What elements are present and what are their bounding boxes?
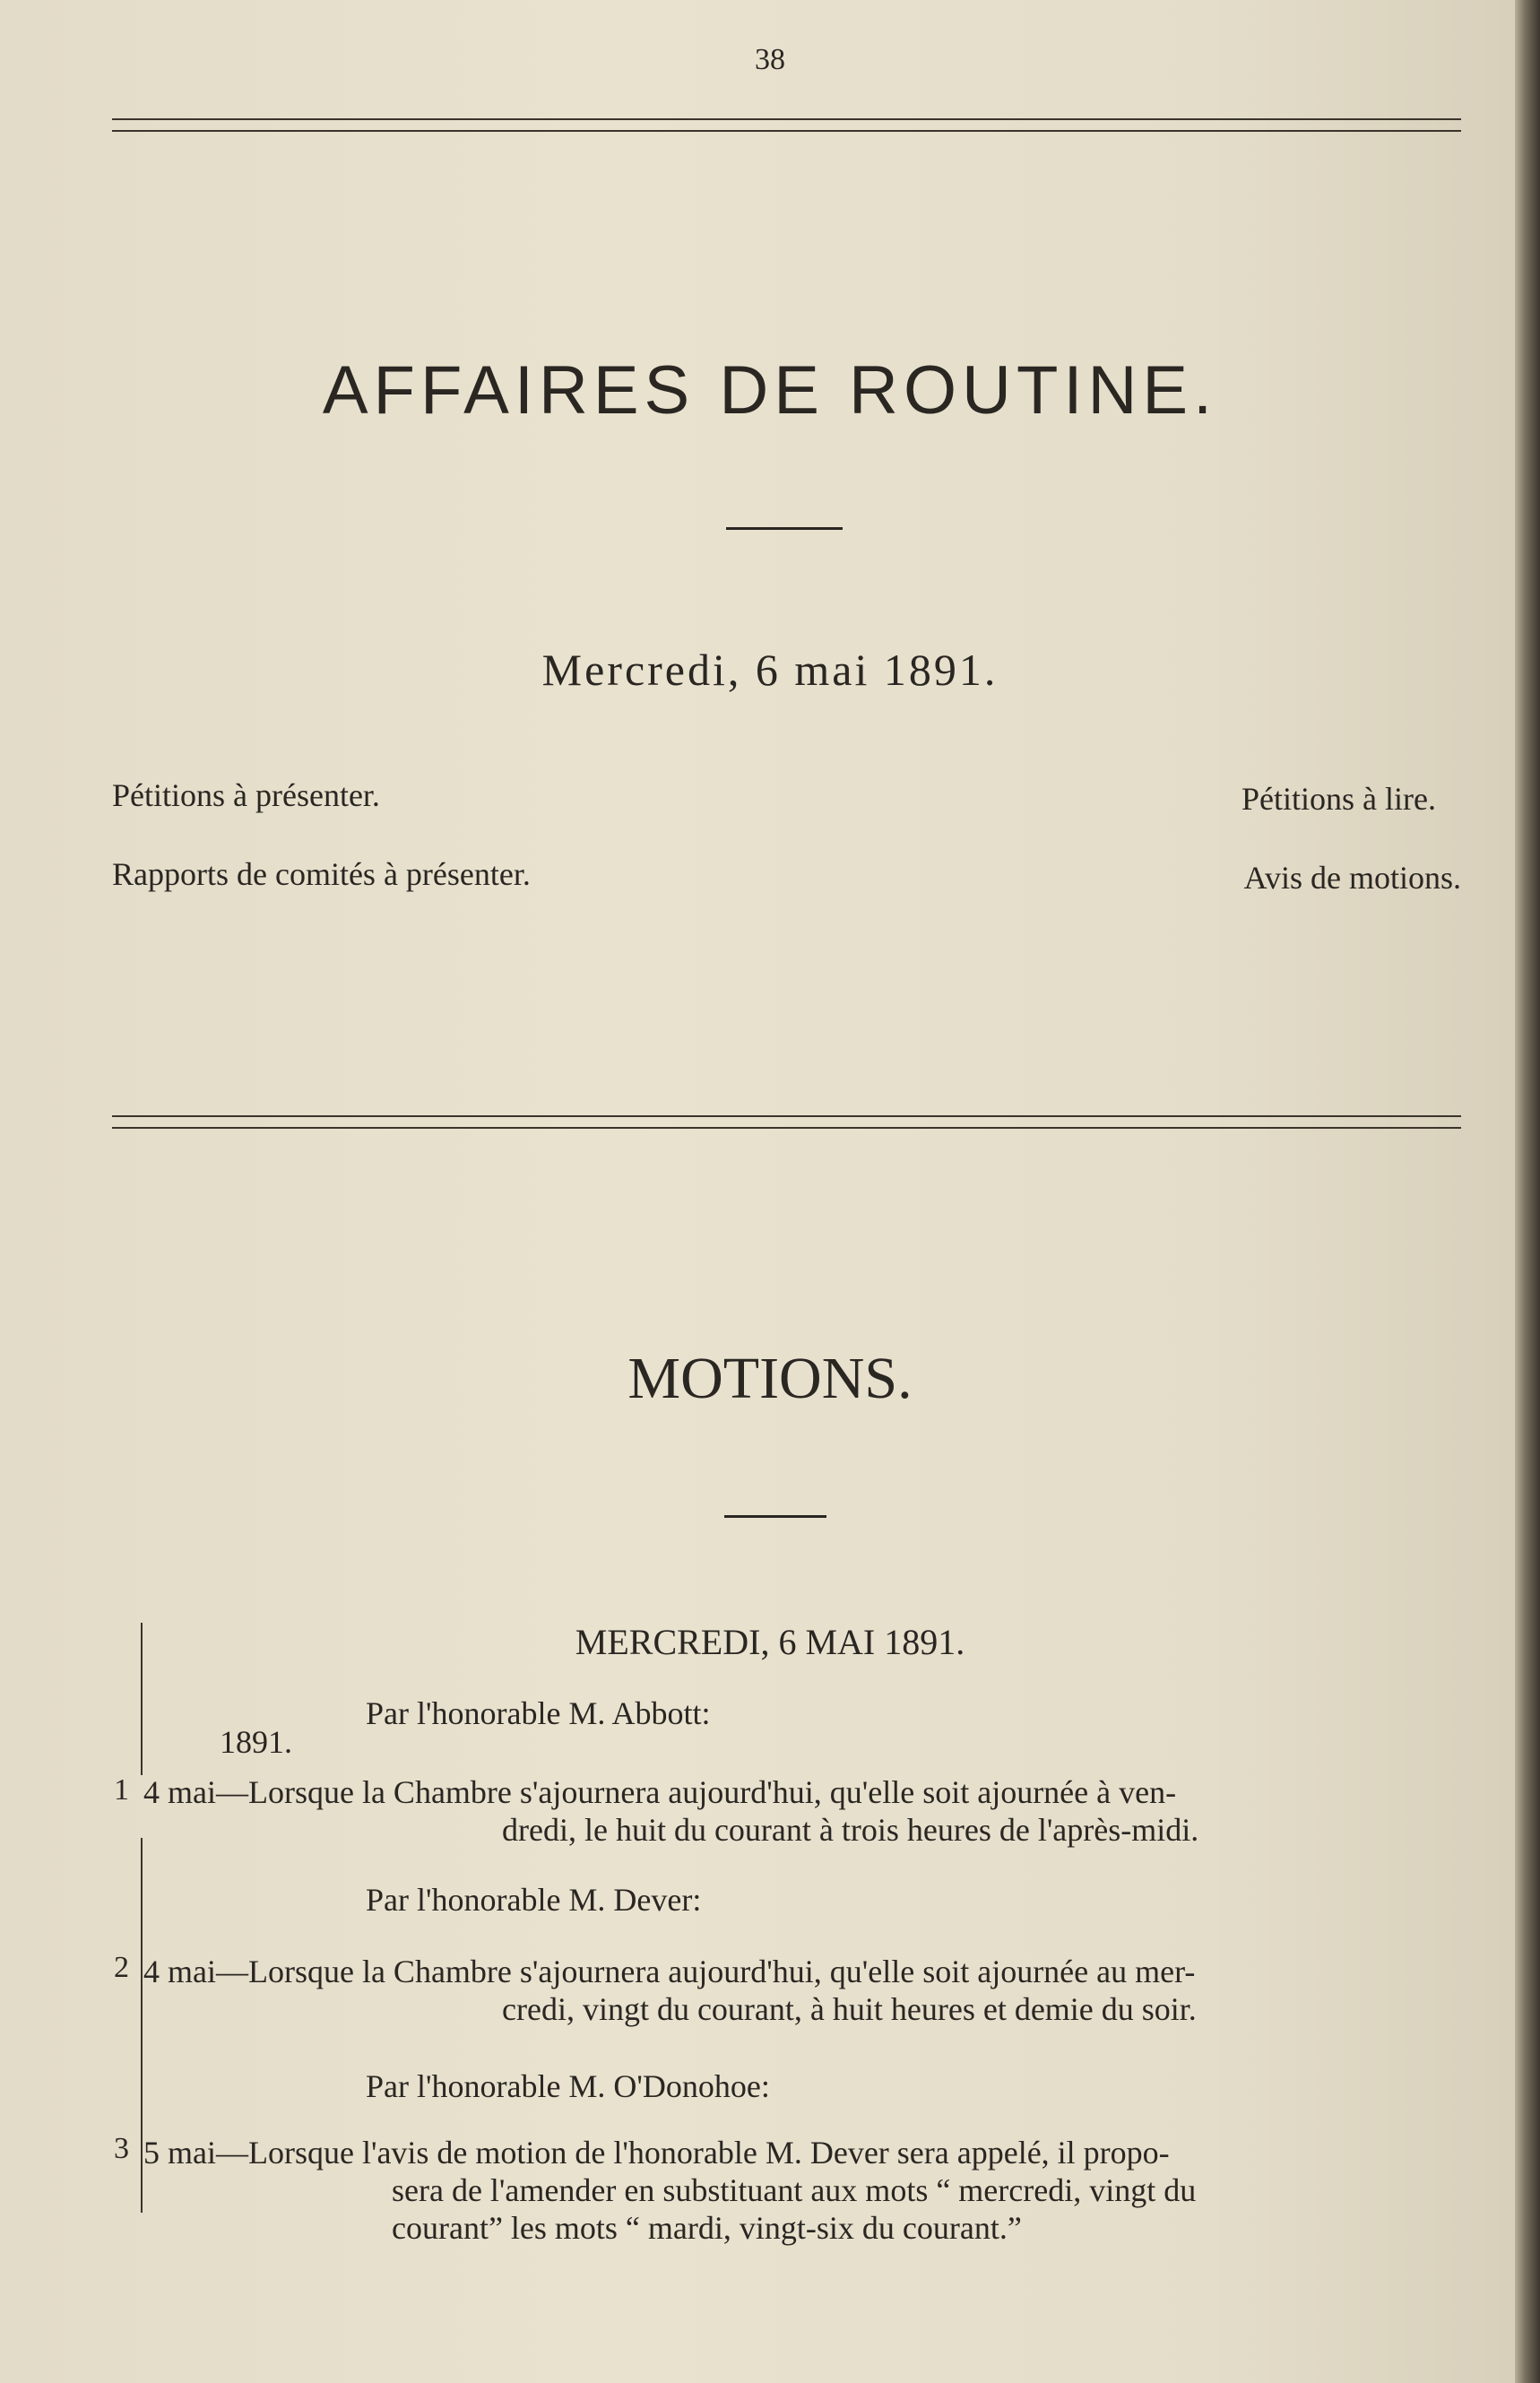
routine-section-title: AFFAIRES DE ROUTINE.	[322, 352, 1218, 429]
motion-text-line: credi, vingt du courant, à huit heures et demie du soir.	[502, 1991, 1197, 2027]
motion-number: 3	[114, 2132, 129, 2165]
routine-date: Mercredi, 6 mai 1891.	[541, 645, 999, 695]
margin-rule	[141, 1838, 143, 2213]
middle-double-rule	[112, 1115, 1461, 1129]
motions-date: MERCREDI, 6 MAI 1891.	[575, 1622, 965, 1662]
motion-text	[143, 2134, 1461, 2247]
motion-number: 1	[114, 1773, 129, 1807]
motion-text-line: 4 mai—Lorsque la Chambre s'ajournera aujourd'hui, qu'elle soit ajournée au mer-	[143, 1954, 1196, 1989]
motion-text	[143, 1773, 1461, 1849]
motion-mover: Par l'honorable M. Dever:	[366, 1882, 702, 1918]
motion-text-line: 4 mai—Lorsque la Chambre s'ajournera aujourd'hui, qu'elle soit ajournée à ven-	[143, 1774, 1177, 1810]
motion-text-line: 5 mai—Lorsque l'avis de motion de l'honorable M. Dever sera appelé, il propo-	[143, 2135, 1170, 2171]
committee-reports: Rapports de comités à présenter.	[112, 856, 531, 892]
header-double-rule	[112, 118, 1461, 132]
motion-text-line: sera de l'amender en substituant aux mots “ mercredi, vingt du	[392, 2172, 1197, 2208]
motion-number: 2	[114, 1951, 129, 1984]
motion-mover: Par l'honorable M. Abbott:	[366, 1695, 711, 1731]
motion-year: 1891.	[220, 1724, 292, 1760]
motion-text-line: dredi, le huit du courant à trois heures de l'après-midi.	[502, 1812, 1199, 1848]
margin-rule	[141, 1623, 143, 1775]
motion-text	[143, 1953, 1461, 2028]
book-spine-shadow	[1515, 0, 1540, 2383]
routine-title-rule	[726, 527, 843, 530]
page-number: 38	[755, 43, 785, 76]
notices-of-motions: Avis de motions.	[1243, 860, 1461, 896]
motions-section-title: MOTIONS.	[627, 1346, 913, 1411]
motion-text-line: courant” les mots “ mardi, vingt-six du courant.”	[392, 2210, 1022, 2246]
petitions-to-present: Pétitions à présenter.	[112, 777, 380, 813]
motion-mover: Par l'honorable M. O'Donohoe:	[366, 2068, 770, 2104]
petitions-to-read: Pétitions à lire.	[1242, 781, 1436, 817]
motions-title-rule	[724, 1515, 826, 1518]
